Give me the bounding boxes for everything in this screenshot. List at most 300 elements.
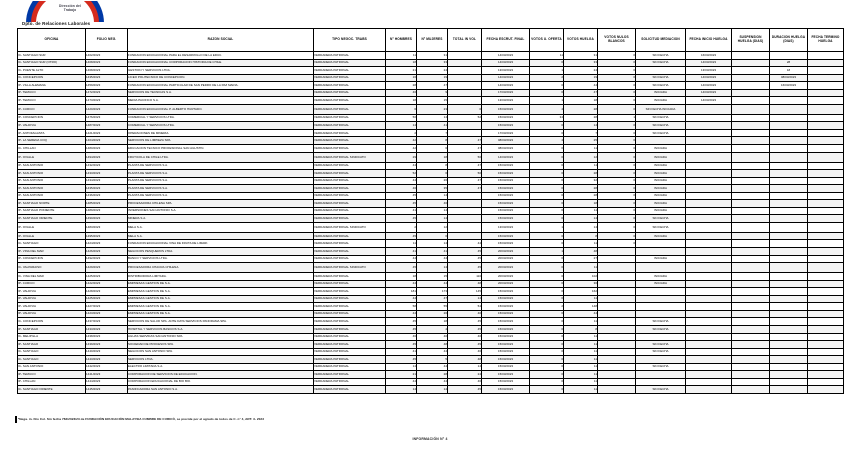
cell-tipo: VERDADERA PATRONAL xyxy=(314,333,386,341)
cell-fecha: 20/03/2023 xyxy=(482,273,530,281)
table-row[interactable] xyxy=(18,122,844,130)
cell-fth xyxy=(808,248,844,256)
cell-vu: 0 xyxy=(530,378,564,386)
cell-fth xyxy=(808,162,844,170)
table-row[interactable] xyxy=(18,255,844,263)
table-row[interactable] xyxy=(18,207,844,215)
table-row[interactable] xyxy=(18,363,844,371)
cell-oficina: IP- TEMUCO xyxy=(18,89,86,97)
negotiations-table xyxy=(17,28,844,394)
cell-fecha: 15/03/2023 xyxy=(482,303,530,311)
cell-vu: 4 xyxy=(530,137,564,145)
cell-sol xyxy=(636,137,686,145)
cell-mujeres: 6 xyxy=(417,170,448,178)
table-row[interactable] xyxy=(18,310,844,318)
cell-tipo: VERDADERA PATRONAL xyxy=(314,122,386,130)
table-row[interactable] xyxy=(18,232,844,240)
cell-fecha: 14/03/2023 xyxy=(482,59,530,67)
cell-fth xyxy=(808,348,844,356)
cell-hombres: 44 xyxy=(386,255,417,263)
cell-mujeres: 47 xyxy=(417,295,448,303)
cell-vnb: 0 xyxy=(598,122,636,130)
cell-vnb: 0 xyxy=(598,192,636,200)
table-row[interactable] xyxy=(18,192,844,200)
cell-fih xyxy=(686,341,732,349)
cell-hombres: 45 xyxy=(386,356,417,364)
cell-vh: 18 xyxy=(564,97,598,105)
cell-fih xyxy=(686,185,732,193)
cell-fih xyxy=(686,348,732,356)
cell-mujeres: 12 xyxy=(417,222,448,232)
cell-razon: NEGOCIOS PESQUEROS LTDA. xyxy=(128,248,314,256)
cell-fth xyxy=(808,177,844,185)
cell-sol: SIN FECHA xyxy=(636,59,686,67)
cell-fecha: 15/03/2023 xyxy=(482,192,530,200)
cell-razon: PLANTA DE SERVICIOS S.A. xyxy=(128,192,314,200)
cell-folio: 1434/2023 xyxy=(86,177,128,185)
cell-sol: SIN FECHA INICIADA xyxy=(636,104,686,114)
cell-folio: 1443/2023 xyxy=(86,356,128,364)
cell-folio: 1476/2023 xyxy=(86,114,128,122)
cell-vnb xyxy=(598,363,636,371)
cell-oficina: IP- SAN ANTONIO xyxy=(18,162,86,170)
cell-fih xyxy=(686,303,732,311)
cell-hombres: 46 xyxy=(386,185,417,193)
cell-dur: 16/03/2023 xyxy=(770,82,808,90)
cell-folio: 1445/2023 xyxy=(86,386,128,394)
cell-total: 50 xyxy=(448,152,482,162)
cell-mujeres: 44 xyxy=(417,378,448,386)
cell-sol: INICIADA xyxy=(636,177,686,185)
cell-mujeres: 55 xyxy=(417,303,448,311)
cell-total xyxy=(448,59,482,67)
cell-vnb xyxy=(598,341,636,349)
cell-total: 47 xyxy=(448,177,482,185)
cell-vnb xyxy=(598,348,636,356)
cell-vu: 0 xyxy=(530,89,564,97)
cell-vh: 25 xyxy=(564,137,598,145)
cell-sus xyxy=(732,129,770,137)
cell-total: 50 xyxy=(448,170,482,178)
table-row[interactable] xyxy=(18,371,844,379)
cell-vu: 2 xyxy=(530,74,564,82)
cell-tipo: VERDADERA PATRONAL xyxy=(314,240,386,248)
cell-vu: 1 xyxy=(530,67,564,75)
cell-razon: PLANTA DE SERVICIOS S.A. xyxy=(128,177,314,185)
table-row[interactable] xyxy=(18,97,844,105)
cell-oficina: IC- SANTIAGO SUR xyxy=(18,52,86,60)
cell-hombres: 44 xyxy=(386,310,417,318)
cell-oficina: IC- SANTIAGO SUR (OTRO) xyxy=(18,59,86,67)
cell-fih: 14/03/2023 xyxy=(686,82,732,90)
cell-fecha: 15/03/2023 xyxy=(482,162,530,170)
table-row[interactable] xyxy=(18,74,844,82)
cell-vh: 33 xyxy=(564,59,598,67)
table-row[interactable] xyxy=(18,273,844,281)
cell-sol xyxy=(636,263,686,273)
cell-fecha: 13/03/2023 xyxy=(482,97,530,105)
table-row[interactable] xyxy=(18,67,844,75)
cell-total xyxy=(448,207,482,215)
cell-vu: 0 xyxy=(530,263,564,273)
table-row[interactable] xyxy=(18,263,844,273)
cell-oficina: IP- VALDIVIA xyxy=(18,288,86,296)
cell-sus xyxy=(732,145,770,153)
cell-dur: 28 xyxy=(770,59,808,67)
table-row[interactable] xyxy=(18,288,844,296)
cell-dur xyxy=(770,378,808,386)
cell-vu: 0 xyxy=(530,240,564,248)
cell-dur xyxy=(770,104,808,114)
table-row[interactable] xyxy=(18,356,844,364)
table-row[interactable] xyxy=(18,104,844,114)
cell-fecha: 15/03/2023 xyxy=(482,177,530,185)
cell-vnb: 0 xyxy=(598,170,636,178)
cell-sol: SIN FECHA xyxy=(636,114,686,122)
cell-mujeres: 5 xyxy=(417,356,448,364)
cell-sol: INICIADA xyxy=(636,280,686,288)
cell-dur xyxy=(770,318,808,326)
cell-fecha: 15/03/2023 xyxy=(482,232,530,240)
cell-folio: 1438/2023 xyxy=(86,333,128,341)
cell-tipo: VERDADERA PATRONAL xyxy=(314,74,386,82)
department-label: Dpto. de Relaciones Laborales xyxy=(22,21,91,26)
cell-dur xyxy=(770,303,808,311)
table-row[interactable] xyxy=(18,152,844,162)
cell-razon: FUNDACION EDUCACIONAL VINA DE FRUTA DE LIMARI. xyxy=(128,240,314,248)
cell-vh: 47 xyxy=(564,89,598,97)
cell-hombres: 14 xyxy=(386,363,417,371)
cell-fth xyxy=(808,240,844,248)
cell-oficina: IP- CURICO xyxy=(18,104,86,114)
cell-mujeres: 26 xyxy=(417,310,448,318)
table-row[interactable] xyxy=(18,386,844,394)
cell-fecha: 15/03/2023 xyxy=(482,240,530,248)
cell-hombres: 29 xyxy=(386,152,417,162)
cell-sol: INICIADA xyxy=(636,185,686,193)
cell-fth xyxy=(808,59,844,67)
cell-mujeres: 46 xyxy=(417,200,448,208)
cell-fecha: 15/03/2023 xyxy=(482,333,530,341)
cell-tipo: VERDADERA PATRONAL xyxy=(314,145,386,153)
cell-razon: SERVICIOS DE LIMPIEZA SPA. xyxy=(128,137,314,145)
footnote-marker xyxy=(15,416,17,423)
cell-folio: 1433/2023 xyxy=(86,325,128,333)
cell-vu: 0 xyxy=(530,333,564,341)
cell-razon: LICEO POLITECNICO DE CONCEPCION. xyxy=(128,74,314,82)
cell-sol: SIN FECHA xyxy=(636,348,686,356)
cell-mujeres: 41 xyxy=(417,248,448,256)
cell-razon: BANCO Y SERVICIOS LTDA. xyxy=(128,255,314,263)
cell-vh: 148 xyxy=(564,303,598,311)
cell-total: 0 xyxy=(448,104,482,114)
cell-mujeres: 40 xyxy=(417,333,448,341)
cell-mujeres: 35 xyxy=(417,185,448,193)
cell-oficina: IP- VALDIVIA xyxy=(18,303,86,311)
table-row[interactable] xyxy=(18,303,844,311)
cell-razon: NEGOCIOS SAN ANTONIO SPA. xyxy=(128,348,314,356)
table-row[interactable] xyxy=(18,318,844,326)
table-row[interactable] xyxy=(18,348,844,356)
cell-vu: 0 xyxy=(530,122,564,130)
cell-vu: 11 xyxy=(530,52,564,60)
cell-fth xyxy=(808,145,844,153)
logo-line-1: Dirección del xyxy=(58,4,81,8)
cell-sus xyxy=(732,386,770,394)
cell-oficina: IP- VALDIVIA xyxy=(18,295,86,303)
cell-sus xyxy=(732,356,770,364)
cell-sus xyxy=(732,192,770,200)
cell-sol: INICIADA xyxy=(636,273,686,281)
cell-vnb: 0 xyxy=(598,232,636,240)
cell-tipo: VERDADERA PATRONAL xyxy=(314,325,386,333)
cell-vnb xyxy=(598,280,636,288)
cell-tipo: VERDADERA PATRONAL xyxy=(314,295,386,303)
cell-oficina: IP- VINA DEL MAR xyxy=(18,248,86,256)
cell-vnb: 0 xyxy=(598,52,636,60)
cell-dur xyxy=(770,255,808,263)
cell-sol: INICIADA xyxy=(636,162,686,170)
cell-fth xyxy=(808,378,844,386)
cell-vu: 0 xyxy=(530,341,564,349)
cell-razon: FUNDACION EDUCACIONAL PARA EL DESARROLLO DE LA EDUC. xyxy=(128,52,314,60)
table-row[interactable] xyxy=(18,341,844,349)
table-row[interactable] xyxy=(18,82,844,90)
cell-folio: 1436/2023 xyxy=(86,192,128,200)
cell-oficina: IP- CONCEPCION xyxy=(18,114,86,122)
table-row[interactable] xyxy=(18,378,844,386)
table-row[interactable] xyxy=(18,162,844,170)
cell-razon: OPERACIONES DE MINERIA. xyxy=(128,129,314,137)
table-row[interactable] xyxy=(18,59,844,67)
cell-fih xyxy=(686,280,732,288)
cell-vh: 18 xyxy=(564,200,598,208)
cell-razon: CORPORACION DE SERVICIOS DE EDUCACION. xyxy=(128,371,314,379)
table-row[interactable] xyxy=(18,222,844,232)
cell-tipo: VERDADERA PATRONAL xyxy=(314,114,386,122)
cell-fth xyxy=(808,97,844,105)
cell-sol xyxy=(636,248,686,256)
cell-oficina: IC- SAN ANTONIO xyxy=(18,363,86,371)
cell-vu: 0 xyxy=(530,356,564,364)
cell-razon: EMPRESAS GESTION DE S.A. xyxy=(128,310,314,318)
cell-fih xyxy=(686,145,732,153)
table-row[interactable] xyxy=(18,145,844,153)
cell-sol: INICIADA xyxy=(636,192,686,200)
cell-folio: 1480/2023 xyxy=(86,145,128,153)
cell-sus xyxy=(732,162,770,170)
table-row[interactable] xyxy=(18,129,844,137)
cell-vnb: 0 xyxy=(598,177,636,185)
cell-razon: MINERA S.A. xyxy=(128,215,314,223)
cell-mujeres: 24 xyxy=(417,67,448,75)
cell-razon: EDUCACION TECNICO PROFESIONAL SAN AGUSTIN. xyxy=(128,145,314,153)
cell-sol: INICIADA xyxy=(636,255,686,263)
cell-tipo: VERDADERA PATRONAL xyxy=(314,348,386,356)
table-row[interactable] xyxy=(18,185,844,193)
cell-dur xyxy=(770,97,808,105)
cell-oficina: IP- OVALLE xyxy=(18,222,86,232)
cell-fih xyxy=(686,318,732,326)
cell-fecha: 20/03/2023 xyxy=(482,280,530,288)
cell-total: 48 xyxy=(448,356,482,364)
col-header-solicitud-med: SOLICITUD MEDIACION xyxy=(636,29,686,52)
cell-vu: 0 xyxy=(530,255,564,263)
cell-sus xyxy=(732,310,770,318)
cell-folio: 1420/2023 xyxy=(86,104,128,114)
cell-vh: 11 xyxy=(564,378,598,386)
cell-fecha: 13/03/2023 xyxy=(482,67,530,75)
cell-vnb: 0 xyxy=(598,59,636,67)
cell-razon: FUNDACION EDUCACIONAL PARTICULAR DE SAN PEDRO DE LA PAZ MARIA. xyxy=(128,82,314,90)
cell-hombres: 2 xyxy=(386,129,417,137)
cell-vu: 0 xyxy=(530,215,564,223)
cell-dur xyxy=(770,341,808,349)
cell-sus xyxy=(732,82,770,90)
cell-vnb: 0 xyxy=(598,162,636,170)
cell-sus xyxy=(732,263,770,273)
cell-fth xyxy=(808,273,844,281)
table-header xyxy=(18,29,844,52)
cell-mujeres: 44 xyxy=(417,348,448,356)
table-row[interactable] xyxy=(18,89,844,97)
cell-dur xyxy=(770,263,808,273)
cell-sus xyxy=(732,325,770,333)
cell-mujeres: 18 xyxy=(417,152,448,162)
cell-total: 24 xyxy=(448,371,482,379)
cell-vh: 11 xyxy=(564,333,598,341)
cell-tipo: VERDADERA PATRONAL xyxy=(314,371,386,379)
cell-fecha: 15/03/2023 xyxy=(482,310,530,318)
cell-sol: INICIADA xyxy=(636,152,686,162)
cell-vnb xyxy=(598,378,636,386)
cell-total: 45 xyxy=(448,248,482,256)
cell-vu: 4 xyxy=(530,104,564,114)
cell-sus xyxy=(732,255,770,263)
table-row[interactable] xyxy=(18,325,844,333)
table-row[interactable] xyxy=(18,200,844,208)
cell-total: 47 xyxy=(448,137,482,145)
cell-tipo: VERDADERA PATRONAL xyxy=(314,170,386,178)
cell-vh: 27 xyxy=(564,255,598,263)
cell-sus xyxy=(732,114,770,122)
cell-fih xyxy=(686,152,732,162)
table-row[interactable] xyxy=(18,215,844,223)
table-row[interactable] xyxy=(18,333,844,341)
cell-vnb xyxy=(598,356,636,364)
table-row[interactable] xyxy=(18,177,844,185)
cell-razon: HOSPITAL Y SERVICIOS BASICOS S.A. xyxy=(128,325,314,333)
cell-fih: 13/03/2023 xyxy=(686,67,732,75)
cell-razon: PROCESADORA CHILENA SPA. xyxy=(128,200,314,208)
table-row[interactable] xyxy=(18,295,844,303)
cell-fth xyxy=(808,232,844,240)
cell-folio: 1468/2023 xyxy=(86,67,128,75)
cell-tipo: VERDADERA PATRONAL xyxy=(314,129,386,137)
cell-fecha: 15/03/2023 xyxy=(482,295,530,303)
cell-total: 47 xyxy=(448,162,482,170)
cell-fth xyxy=(808,310,844,318)
cell-vh: 24 xyxy=(564,67,598,75)
cell-total: 46 xyxy=(448,348,482,356)
cell-oficina: IC- MELIPILLA xyxy=(18,333,86,341)
cell-mujeres: 19 xyxy=(417,74,448,82)
cell-oficina: IP- CHILLAN xyxy=(18,378,86,386)
cell-folio: 1402/2023 xyxy=(86,52,128,60)
table-row[interactable] xyxy=(18,248,844,256)
cell-fecha: 15/03/2023 xyxy=(482,200,530,208)
cell-tipo: VERDADERA PATRONAL xyxy=(314,310,386,318)
cell-folio: 1442/2023 xyxy=(86,363,128,371)
cell-vnb: 0 xyxy=(598,97,636,105)
cell-total xyxy=(448,232,482,240)
cell-total xyxy=(448,97,482,105)
cell-oficina: IP- SAN ANTONIO xyxy=(18,185,86,193)
cell-oficina: IP- ANTOFAGASTA xyxy=(18,129,86,137)
cell-hombres: 52 xyxy=(386,170,417,178)
cell-razon: SERVICIOS DE TECNICAS S.A. xyxy=(128,89,314,97)
cell-fecha: 15/03/2023 xyxy=(482,318,530,326)
cell-vh: 162 xyxy=(564,288,598,296)
cell-vh: 44 xyxy=(564,310,598,318)
cell-vu: 0 xyxy=(530,82,564,90)
cell-fih xyxy=(686,378,732,386)
cell-fth xyxy=(808,192,844,200)
table-row[interactable] xyxy=(18,170,844,178)
table-row[interactable] xyxy=(18,137,844,145)
cell-vnb: 0 xyxy=(598,129,636,137)
cell-hombres: 6 xyxy=(386,104,417,114)
cell-vnb: 0 xyxy=(598,145,636,153)
cell-fth xyxy=(808,280,844,288)
cell-total: 45 xyxy=(448,263,482,273)
cell-tipo: VERDADERA PATRONAL xyxy=(314,137,386,145)
cell-tipo: VERDADERA PATRONAL xyxy=(314,162,386,170)
cell-mujeres: 41 xyxy=(417,122,448,130)
cell-mujeres: 44 xyxy=(417,255,448,263)
cell-vh: 28 xyxy=(564,170,598,178)
table-row[interactable] xyxy=(18,240,844,248)
cell-vnb: 0 xyxy=(598,240,636,248)
cell-sol: SIN FECHA xyxy=(636,318,686,326)
cell-vu: 34 xyxy=(530,114,564,122)
cell-total: 45 xyxy=(448,255,482,263)
cell-vu: 0 xyxy=(530,371,564,379)
data-table-container xyxy=(17,28,843,394)
cell-sus xyxy=(732,232,770,240)
table-row[interactable] xyxy=(18,280,844,288)
cell-folio: 1435/2023 xyxy=(86,185,128,193)
cell-vu: 0 xyxy=(530,145,564,153)
cell-tipo: VERDADERA PATRONAL xyxy=(314,185,386,193)
cell-fth xyxy=(808,341,844,349)
cell-hombres: 41 xyxy=(386,207,417,215)
cell-mujeres: 26 xyxy=(417,177,448,185)
table-row[interactable] xyxy=(18,114,844,122)
cell-sus xyxy=(732,273,770,281)
cell-dur xyxy=(770,89,808,97)
table-row[interactable] xyxy=(18,52,844,60)
cell-vnb: 0 xyxy=(598,207,636,215)
cell-total: 52 xyxy=(448,114,482,122)
cell-vu: 0 xyxy=(530,273,564,281)
cell-oficina: IP- SANTIAGO xyxy=(18,341,86,349)
cell-fecha: 15/03/2023 xyxy=(482,170,530,178)
cell-fecha: 20/03/2023 xyxy=(482,248,530,256)
cell-vu: 0 xyxy=(530,288,564,296)
footnote-text: *Nega. in. Nro Col. Sin fecha 782/2023/23 de FUNDACIÓN EDUCACIÓN MALAYSIA CUMBRE DE CURICÓ, se precide por el agrado de todos de C. n° 4, ART. 3- 2023 xyxy=(18,417,264,421)
cell-total xyxy=(448,67,482,75)
